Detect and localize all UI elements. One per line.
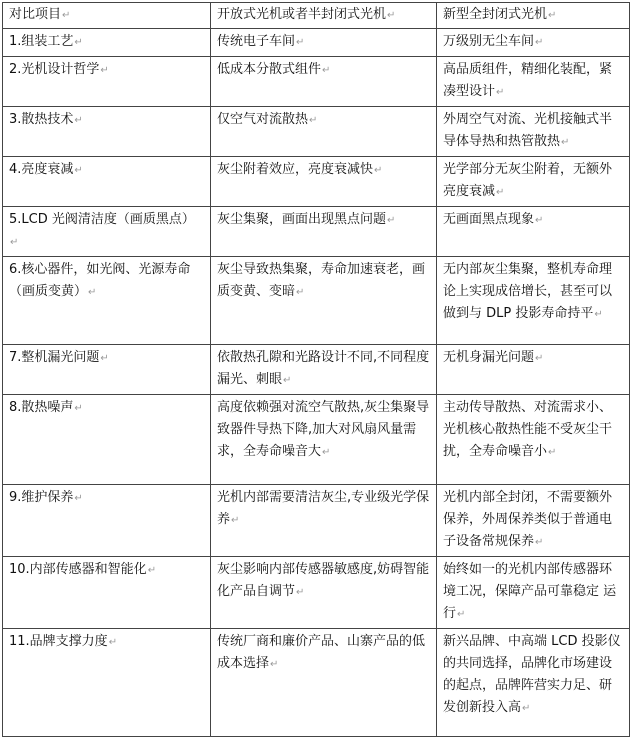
comparison-table bbox=[2, 2, 630, 737]
table-cell: 1.组装工艺↵ bbox=[3, 29, 211, 57]
table-cell: 9.维护保养↵ bbox=[3, 485, 211, 557]
table-cell: 光学部分无灰尘附着，无额外亮度衰减↵ bbox=[437, 157, 630, 207]
table-row bbox=[3, 29, 630, 57]
table-cell: 2.光机设计哲学↵ bbox=[3, 57, 211, 107]
table-cell: 低成本分散式组件↵ bbox=[211, 57, 437, 107]
table-cell: 无内部灰尘集聚，整机寿命理论上实现成倍增长，甚至可以做到与 DLP 投影寿命持平↵ bbox=[437, 257, 630, 345]
table-cell: 外周空气对流、光机接触式半导体导热和热管散热↵ bbox=[437, 107, 630, 157]
table-row bbox=[3, 345, 630, 395]
table-row bbox=[3, 629, 630, 737]
table-cell: 3.散热技术↵ bbox=[3, 107, 211, 157]
table-cell: 无画面黑点现象↵ bbox=[437, 207, 630, 257]
table-cell: 万级别无尘车间↵ bbox=[437, 29, 630, 57]
table-cell: 灰尘影响内部传感器敏感度,妨碍智能化产品自调节↵ bbox=[211, 557, 437, 629]
table-cell: 灰尘集聚，画面出现黑点问题↵ bbox=[211, 207, 437, 257]
table-cell: 5.LCD 光阀清洁度（画质黑点）↵ bbox=[3, 207, 211, 257]
table-cell: 主动传导散热、对流需求小、光机核心散热性能不受灰尘干扰，全寿命噪音小↵ bbox=[437, 395, 630, 485]
table-cell: 灰尘导致热集聚，寿命加速衰老，画质变黄、变暗↵ bbox=[211, 257, 437, 345]
table-row bbox=[3, 207, 630, 257]
table-cell: 4.亮度衰减↵ bbox=[3, 157, 211, 207]
table-cell: 新兴品牌、中高端 LCD 投影仪的共同选择，品牌化市场建设的起点，品牌阵营实力足、研发创新投入高↵ bbox=[437, 629, 630, 737]
table-cell: 8.散热噪声↵ bbox=[3, 395, 211, 485]
table-row bbox=[3, 557, 630, 629]
table-cell: 7.整机漏光问题↵ bbox=[3, 345, 211, 395]
table-cell: 无机身漏光问题↵ bbox=[437, 345, 630, 395]
table-cell: 始终如一的光机内部传感器环境工况，保障产品可靠稳定 运行↵ bbox=[437, 557, 630, 629]
table-cell: 传统电子车间↵ bbox=[211, 29, 437, 57]
table-row bbox=[3, 485, 630, 557]
table-header-row bbox=[3, 3, 630, 29]
table-row bbox=[3, 57, 630, 107]
table-cell: 光机内部全封闭，不需要额外保养，外周保养类似于普通电子设备常规保养↵ bbox=[437, 485, 630, 557]
table-cell: 传统厂商和廉价产品、山寨产品的低成本选择↵ bbox=[211, 629, 437, 737]
table-cell: 仅空气对流散热↵ bbox=[211, 107, 437, 157]
table-row bbox=[3, 157, 630, 207]
header-cell: 开放式光机或者半封闭式光机↵ bbox=[211, 3, 437, 29]
header-cell: 新型全封闭式光机↵ bbox=[437, 3, 630, 29]
table-row bbox=[3, 395, 630, 485]
table-row bbox=[3, 257, 630, 345]
table-cell: 高品质组件，精细化装配，紧凑型设计↵ bbox=[437, 57, 630, 107]
table-row bbox=[3, 107, 630, 157]
table-cell: 高度依赖强对流空气散热,灰尘集聚导致器件导热下降,加大对风扇风量需求，全寿命噪音大↵ bbox=[211, 395, 437, 485]
table-cell: 依散热孔隙和光路设计不同,不同程度漏光、刺眼↵ bbox=[211, 345, 437, 395]
header-cell: 对比项目↵ bbox=[3, 3, 211, 29]
table-cell: 6.核心器件，如光阀、光源寿命（画质变黄）↵ bbox=[3, 257, 211, 345]
table-cell: 灰尘附着效应，亮度衰减快↵ bbox=[211, 157, 437, 207]
table-cell: 10.内部传感器和智能化↵ bbox=[3, 557, 211, 629]
table-cell: 光机内部需要清洁灰尘,专业级光学保养↵ bbox=[211, 485, 437, 557]
table-cell: 11.品牌支撑力度↵ bbox=[3, 629, 211, 737]
